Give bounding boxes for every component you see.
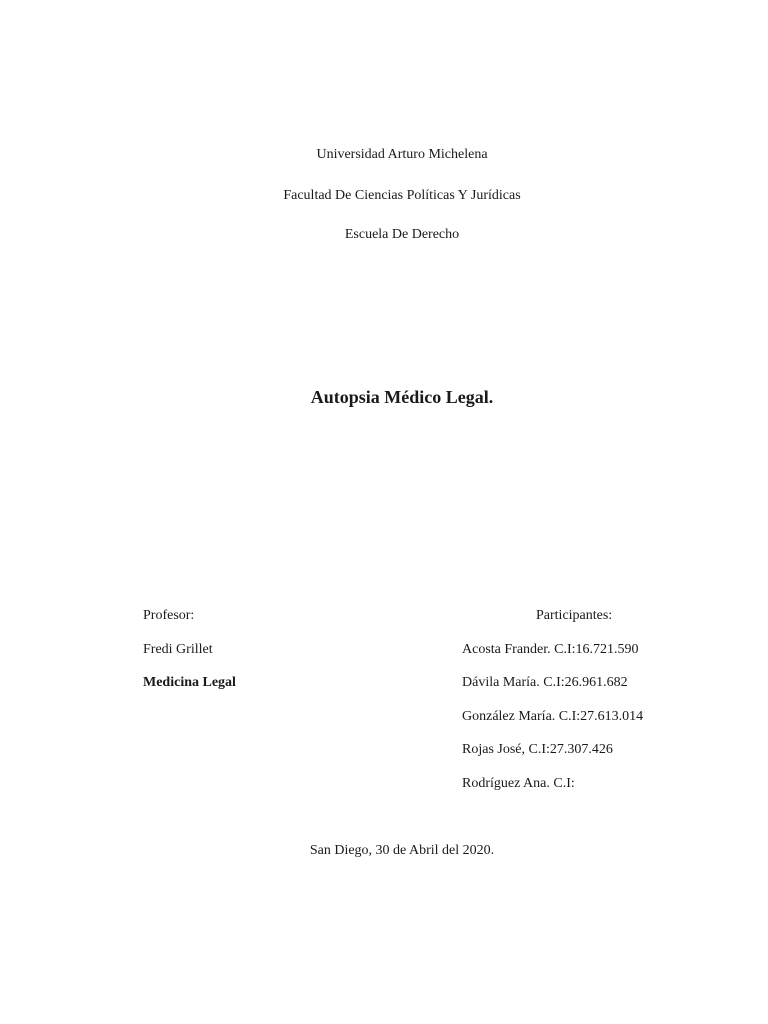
subject-name: Medicina Legal [143,675,236,690]
participant-item: Rojas José, C.I:27.307.426 [462,742,613,757]
school-name: Escuela De Derecho [344,227,460,242]
participant-item: Dávila María. C.I:26.961.682 [462,675,628,690]
participant-item: Rodríguez Ana. C.I: [462,776,575,791]
professor-name: Fredi Grillet [143,642,213,657]
participants-heading: Participantes: [536,608,613,623]
professor-heading: Profesor: [143,608,195,623]
place-date: San Diego, 30 de Abril del 2020. [309,843,495,858]
participant-item: Acosta Frander. C.I:16.721.590 [462,642,639,657]
participant-item: González María. C.I:27.613.014 [462,709,644,724]
faculty-name: Facultad De Ciencias Políticas Y Jurídicas [283,188,521,203]
document-title: Autopsia Médico Legal. [310,387,494,407]
university-name: Universidad Arturo Michelena [316,147,488,162]
